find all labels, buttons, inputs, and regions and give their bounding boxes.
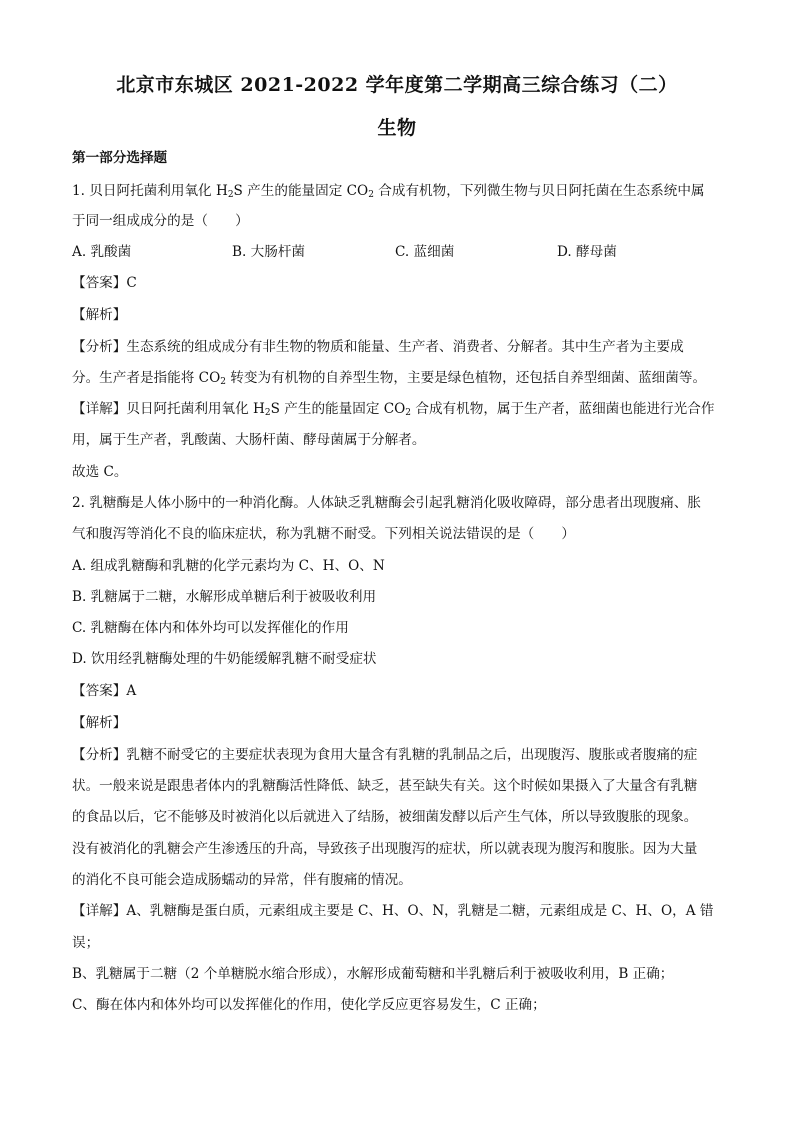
q1-xiangjie-line1: 【详解】贝日阿托菌利用氧化 $H_2S$ 产生的能量固定 $CO_2$ 合成有机物，属于生产者，蓝细菌也能进行光合作 — [72, 401, 715, 418]
q2-option-d: D. 饮用经乳糖酶处理的牛奶能缓解乳糖不耐受症状 — [72, 651, 377, 667]
q1-conclusion: 故选 C。 — [72, 464, 128, 480]
q2-fenxi-line: 状。一般来说是跟患者体内的乳糖酶活性降低、缺乏，甚至缺失有关。这个时候如果摄入了大量含有乳糖 — [72, 778, 698, 794]
document-title: 北京市东城区 2021-2022 学年度第二学期高三综合练习（二） — [116, 74, 678, 96]
q1-answer: 【答案】C — [72, 275, 137, 291]
q2-fenxi-line: 的消化不良可能会造成肠蠕动的异常，伴有腹痛的情况。 — [72, 872, 412, 888]
q2-analysis-label: 【解析】 — [72, 715, 127, 731]
q2-xiangjie-line: B、乳糖属于二糖（2 个单糖脱水缩合形成），水解形成葡萄糖和半乳糖后利于被吸收利用，B 正确； — [72, 966, 674, 982]
q2-xiangjie-line: 误； — [72, 935, 100, 951]
q2-answer: 【答案】A — [72, 683, 137, 699]
q1-analysis-label: 【解析】 — [72, 307, 127, 323]
q1-stem-line2: 于同一组成成分的是（ ） — [72, 213, 249, 229]
q2-option-b: B. 乳糖属于二糖，水解形成单糖后利于被吸收利用 — [72, 589, 377, 605]
q2-stem-line1: 2. 乳糖酶是人体小肠中的一种消化酶。人体缺乏乳糖酶会引起乳糖消化吸收障碍，部分患者出现腹痛、胀 — [72, 495, 702, 511]
subject-title: 生物 — [377, 117, 417, 139]
q1-fenxi-line1: 【分析】生态系统的组成成分有非生物的物质和能量、生产者、消费者、分解者。其中生产者为主要成 — [72, 339, 684, 355]
q2-fenxi-line: 【分析】乳糖不耐受它的主要症状表现为食用大量含有乳糖的乳制品之后，出现腹泻、腹胀或者腹痛的症 — [72, 747, 698, 763]
q2-option-c: C. 乳糖酶在体内和体外均可以发挥催化的作用 — [72, 620, 349, 636]
q2-fenxi-line: 没有被消化的乳糖会产生渗透压的升高，导致孩子出现腹泻的症状，所以就表现为腹泻和腹胀。因为大量 — [72, 841, 698, 857]
q2-option-a: A. 组成乳糖酶和乳糖的化学元素均为 C、H、O、N — [72, 558, 385, 574]
q1-option-d: D. 酵母菌 — [557, 244, 617, 260]
q1-option-b: B. 大肠杆菌 — [232, 244, 306, 260]
q1-xiangjie-line2: 用，属于生产者，乳酸菌、大肠杆菌、酵母菌属于分解者。 — [72, 432, 426, 448]
q1-option-a: A. 乳酸菌 — [72, 244, 132, 260]
q2-fenxi-line: 的食品以后，它不能够及时被消化以后就进入了结肠，被细菌发酵以后产生气体，所以导致腹胀的现象。 — [72, 809, 698, 825]
q2-stem-line2: 气和腹泻等消化不良的临床症状，称为乳糖不耐受。下列相关说法错误的是（ ） — [72, 526, 575, 542]
q1-stem-line1: 1. 贝日阿托菌利用氧化 $H_2S$ 产生的能量固定 $CO_2$ 合成有机物，下列微生物与贝日阿托菌在生态系统中属 — [72, 183, 705, 200]
q1-option-c: C. 蓝细菌 — [395, 244, 455, 260]
section-heading: 第一部分选择题 — [72, 150, 168, 166]
q2-xiangjie-line: 【详解】A、乳糖酶是蛋白质，元素组成主要是 C、H、O、N，乳糖是二糖，元素组成是 C、H、O，A 错 — [72, 903, 714, 919]
q1-fenxi-line2: 分。生产者是指能将 $CO_2$ 转变为有机物的自养型生物，主要是绿色植物，还包括自养型细菌、蓝细菌等。 — [72, 370, 707, 387]
q2-xiangjie-line: C、酶在体内和体外均可以发挥催化的作用，使化学反应更容易发生，C 正确； — [72, 997, 546, 1013]
